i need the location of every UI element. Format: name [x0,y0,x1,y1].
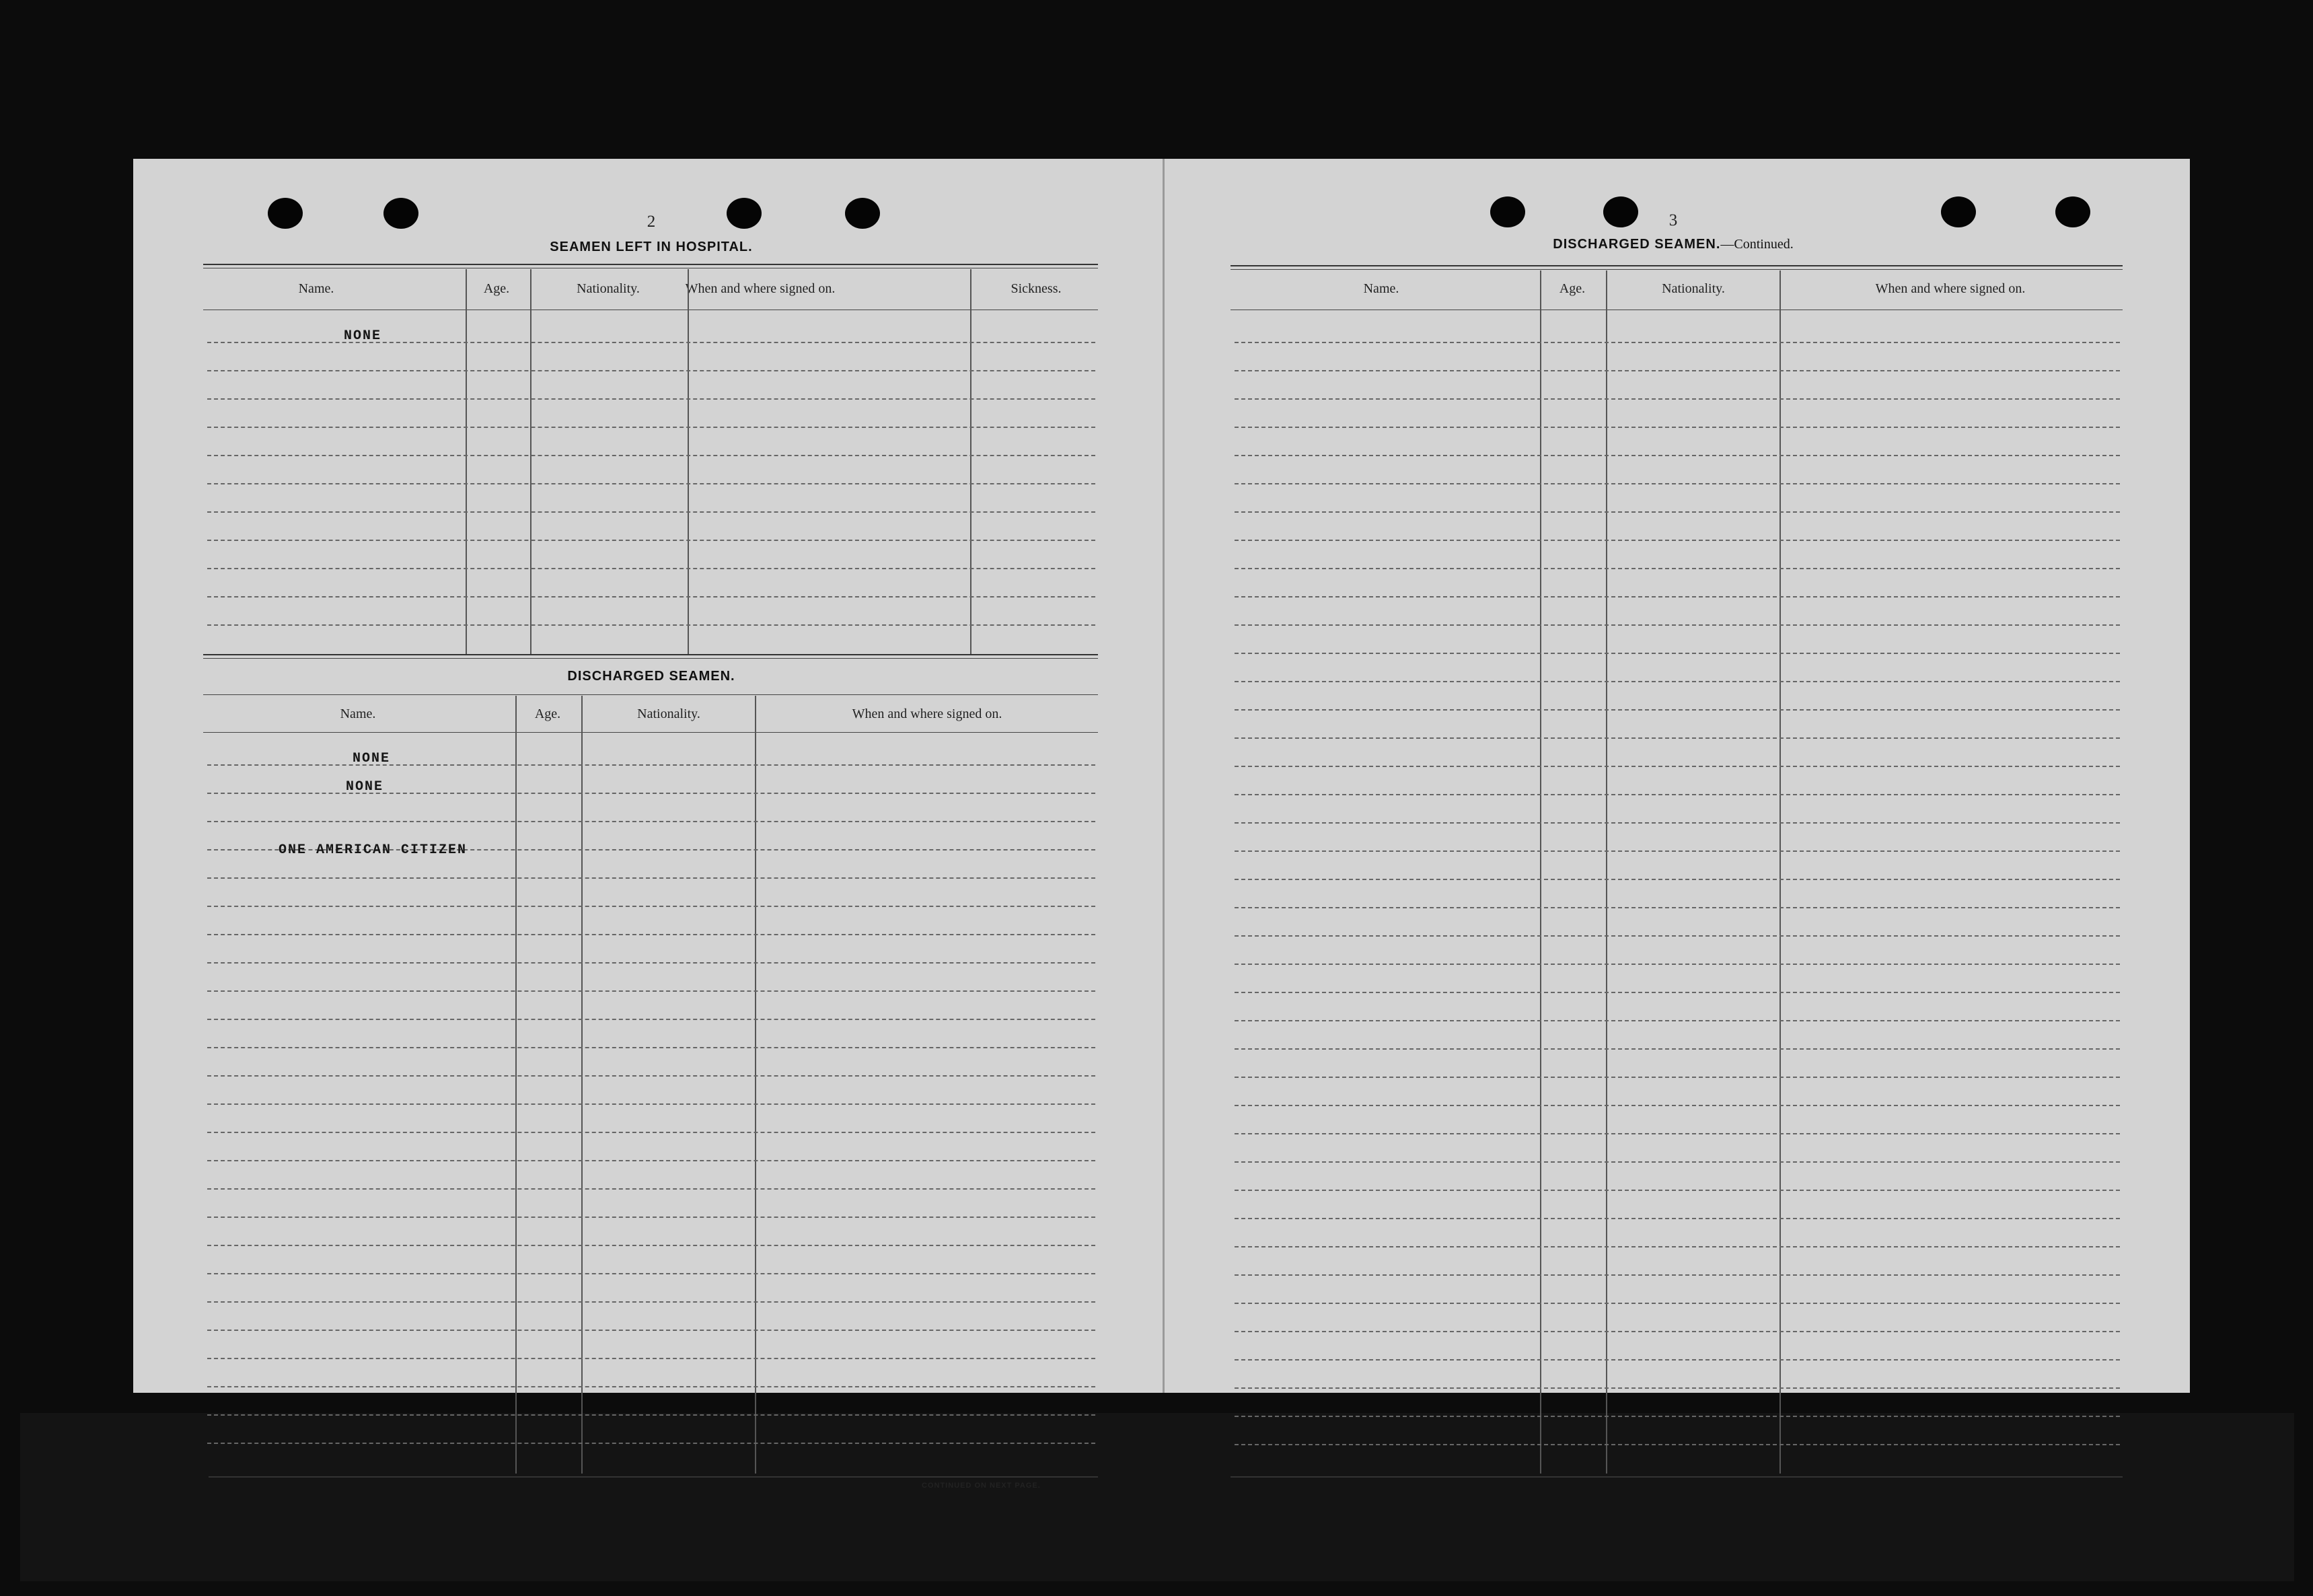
punch-hole [845,198,880,229]
table-row [207,624,1095,626]
table-row [1235,1020,2120,1021]
table-row [1235,1246,2120,1247]
table-row [1235,1331,2120,1332]
table-row [207,1217,1095,1218]
table-row [1235,568,2120,569]
table-row [207,455,1095,456]
table-row [207,1330,1095,1331]
table-row [1235,596,2120,597]
col-age: Age. [534,706,561,721]
table-row [1235,766,2120,767]
table-row [1235,737,2120,739]
hospital-entry: NONE [344,328,382,344]
table-row [207,1019,1095,1020]
table-row [207,1047,1095,1048]
table-row [1235,681,2120,682]
table-row [1235,964,2120,965]
right-page [1165,159,2190,1393]
table-row [1235,1077,2120,1078]
col-nationality: Nationality. [637,706,700,721]
punch-hole [383,198,418,229]
table-row [207,990,1095,992]
table-row [207,1160,1095,1161]
table-row [1235,850,2120,852]
table-row [1235,822,2120,824]
discharged-entry: NONE [346,779,384,795]
discharged-entry: ONE AMERICAN CITIZEN [279,842,468,858]
discharged-continued-title: DISCHARGED SEAMEN.—Continued. [1553,237,1794,252]
table-row [1235,1133,2120,1134]
table-row [207,370,1095,371]
table-row [1235,511,2120,513]
table-row [207,398,1095,400]
col-sickness: Sickness. [1011,281,1062,296]
table-row [207,1075,1095,1077]
col-age: Age. [483,281,510,296]
page-number: 2 [647,213,656,231]
table-row [207,764,1095,766]
table-row [1235,370,2120,371]
table-row [207,793,1095,794]
table-row [207,427,1095,428]
punch-hole [268,198,303,229]
table-row [1235,398,2120,400]
continued-note: CONTINUED ON NEXT PAGE. [922,1482,1041,1490]
col-signed-on: When and where signed on. [852,706,1002,721]
table-row [1235,1161,2120,1163]
col-name: Name. [298,281,334,296]
table-row [207,342,1095,343]
table-row [207,483,1095,484]
table-row [1235,653,2120,654]
table-row [1235,342,2120,343]
discharged-entry: NONE [353,751,391,766]
page-number: 3 [1668,211,1678,229]
col-name: Name. [340,706,376,721]
table-row [1235,1190,2120,1191]
table-row [1235,907,2120,908]
table-row [207,906,1095,907]
table-row [207,962,1095,964]
table-row [1235,624,2120,626]
table-row [1235,1303,2120,1304]
table-row [207,1386,1095,1387]
table-row [1235,879,2120,880]
table-row [207,1301,1095,1303]
table-row [1235,427,2120,428]
table-row [1235,1359,2120,1361]
table-row [207,877,1095,879]
col-signed-on: When and where signed on. [685,281,836,296]
punch-hole [727,198,762,229]
table-row [207,934,1095,935]
punch-hole [2055,196,2090,227]
table-row [207,1188,1095,1190]
table-row [1235,1387,2120,1389]
punch-hole [1490,196,1525,227]
table-row [207,1245,1095,1246]
table-row [1235,1444,2120,1445]
table-row [1235,709,2120,711]
col-name: Name. [1363,281,1399,296]
table-row [1235,540,2120,541]
table-row [1235,935,2120,937]
punch-hole [1941,196,1976,227]
table-row [1235,455,2120,456]
table-row [207,1443,1095,1444]
table-row [1235,1218,2120,1219]
table-row [1235,794,2120,795]
punch-hole [1603,196,1638,227]
left-page [133,159,1163,1490]
table-row [207,1103,1095,1105]
table-row [207,568,1095,569]
table-row [1235,483,2120,484]
table-row [1235,1416,2120,1417]
table-row [1235,1105,2120,1106]
table-row [207,1358,1095,1359]
table-row [207,540,1095,541]
col-nationality: Nationality. [577,281,640,296]
table-row [207,596,1095,597]
col-signed-on: When and where signed on. [1875,281,2026,296]
table-row [207,821,1095,822]
table-row [1235,992,2120,993]
table-row [1235,1274,2120,1276]
table-row [207,1132,1095,1133]
col-age: Age. [1559,281,1586,296]
table-row [207,1273,1095,1274]
col-nationality: Nationality. [1662,281,1725,296]
table-row [207,1414,1095,1416]
hospital-section-title: SEAMEN LEFT IN HOSPITAL. [550,240,753,254]
table-row [207,511,1095,513]
discharged-section-title: DISCHARGED SEAMEN. [567,669,735,684]
table-row [1235,1048,2120,1050]
